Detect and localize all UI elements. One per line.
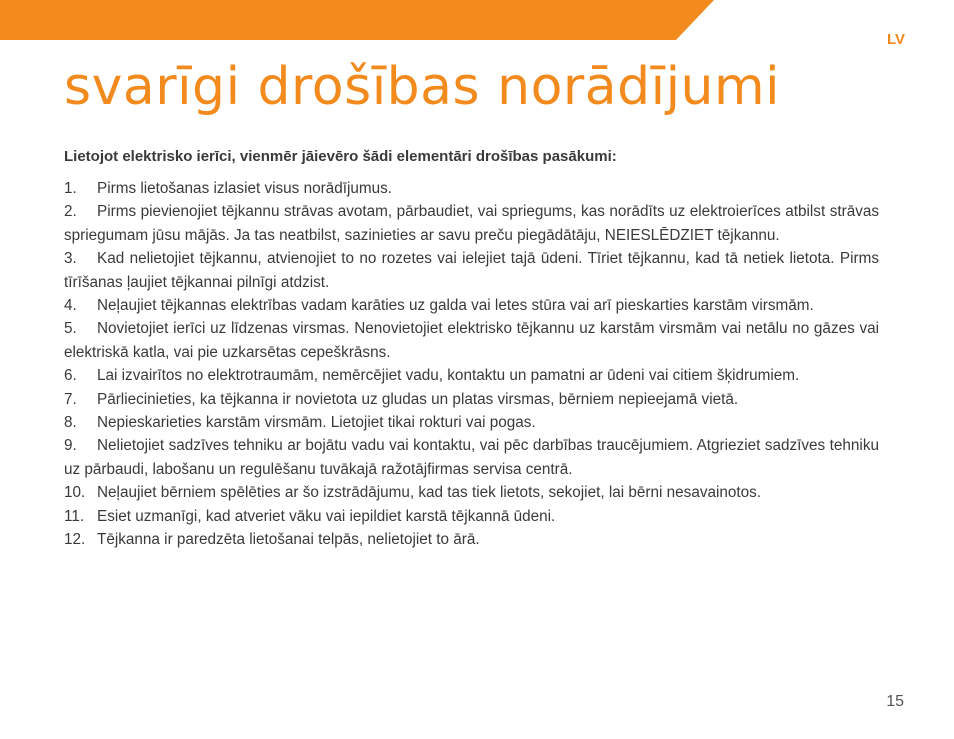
item-number: 6. (64, 367, 77, 385)
item-text: Nelietojiet sadzīves tehniku ar bojātu vadu vai kontaktu, vai pēc darbības traucējumiem. Atgrieziet sadzīves tehniku uz pārbaudi, labošanu un regulēšanu tuvākajā ražotājfirmas servisa centrā. (64, 437, 879, 478)
safety-instructions-list (64, 177, 879, 552)
item-number: 11. (64, 507, 85, 525)
orange-band-shape (0, 0, 954, 40)
intro-text: Lietojot elektrisko ierīci, vienmēr jāievēro šādi elementāri drošības pasākumi: (64, 148, 617, 165)
item-text: Nepieskarieties karstām virsmām. Lietojiet tikai rokturi vai pogas. (97, 414, 536, 432)
language-code: LV (886, 31, 905, 48)
item-text: Pirms pievienojiet tējkannu strāvas avotam, pārbaudiet, vai spriegums, kas norādīts uz elektroierīces atbilst strāvas spriegumam jūsu mājās. Ja tas neatbilst, sazinieties ar savu preču piegādātāju, NEIESLĒDZIET tējkannu. (64, 203, 879, 244)
page-number: 15 (886, 693, 904, 710)
list-item (64, 434, 879, 481)
list-item (64, 528, 879, 551)
list-item (64, 364, 879, 387)
item-number: 4. (64, 297, 77, 315)
item-text: Neļaujiet bērniem spēlēties ar šo izstrādājumu, kad tas tiek lietots, sekojiet, lai bērni nesavainotos. (97, 484, 762, 502)
list-item (64, 505, 879, 528)
item-text: Pārliecinieties, ka tējkanna ir novietota uz gludas un platas virsmas, bērniem nepieejamā vietā. (97, 390, 739, 408)
list-item (64, 177, 879, 200)
item-number: 5. (64, 320, 77, 338)
item-number: 3. (64, 250, 77, 268)
list-item (64, 481, 879, 504)
page-title: svarīgi drošības norādījumi (64, 57, 781, 117)
header-orange-band (0, 0, 954, 40)
list-item (64, 294, 879, 317)
item-number: 9. (64, 437, 77, 455)
list-item (64, 247, 879, 294)
list-item (64, 388, 879, 411)
item-text: Neļaujiet tējkannas elektrības vadam karāties uz galda vai letes stūra vai arī pieskarties karstām virsmām. (97, 297, 814, 315)
item-text: Esiet uzmanīgi, kad atveriet vāku vai iepildiet karstā tējkannā ūdeni. (97, 507, 556, 525)
list-item (64, 317, 879, 364)
item-number: 12. (64, 531, 86, 549)
item-number: 10. (64, 484, 86, 502)
item-text: Pirms lietošanas izlasiet visus norādījumus. (97, 180, 393, 197)
list-item (64, 200, 879, 247)
item-number: 7. (64, 390, 77, 408)
list-item (64, 411, 879, 434)
item-number: 1. (64, 180, 77, 197)
item-number: 8. (64, 414, 77, 432)
item-number: 2. (64, 203, 77, 221)
item-text: Novietojiet ierīci uz līdzenas virsmas. Nenovietojiet elektrisko tējkannu uz karstām virsmām vai netālu no gāzes vai elektriskā katla, vai pie uzkarsētas cepeškrāsns. (64, 320, 879, 361)
item-text: Kad nelietojiet tējkannu, atvienojiet to no rozetes vai ielejiet tajā ūdeni. Tīriet tējkannu, kad tā netiek lietota. Pirms tīrīšanas ļaujiet tējkannai pilnīgi atdzist. (64, 250, 879, 291)
item-text: Lai izvairītos no elektrotraumām, nemērcējiet vadu, kontaktu un pamatni ar ūdeni vai citiem šķidrumiem. (97, 367, 800, 385)
item-text: Tējkanna ir paredzēta lietošanai telpās, nelietojiet to ārā. (97, 531, 480, 549)
